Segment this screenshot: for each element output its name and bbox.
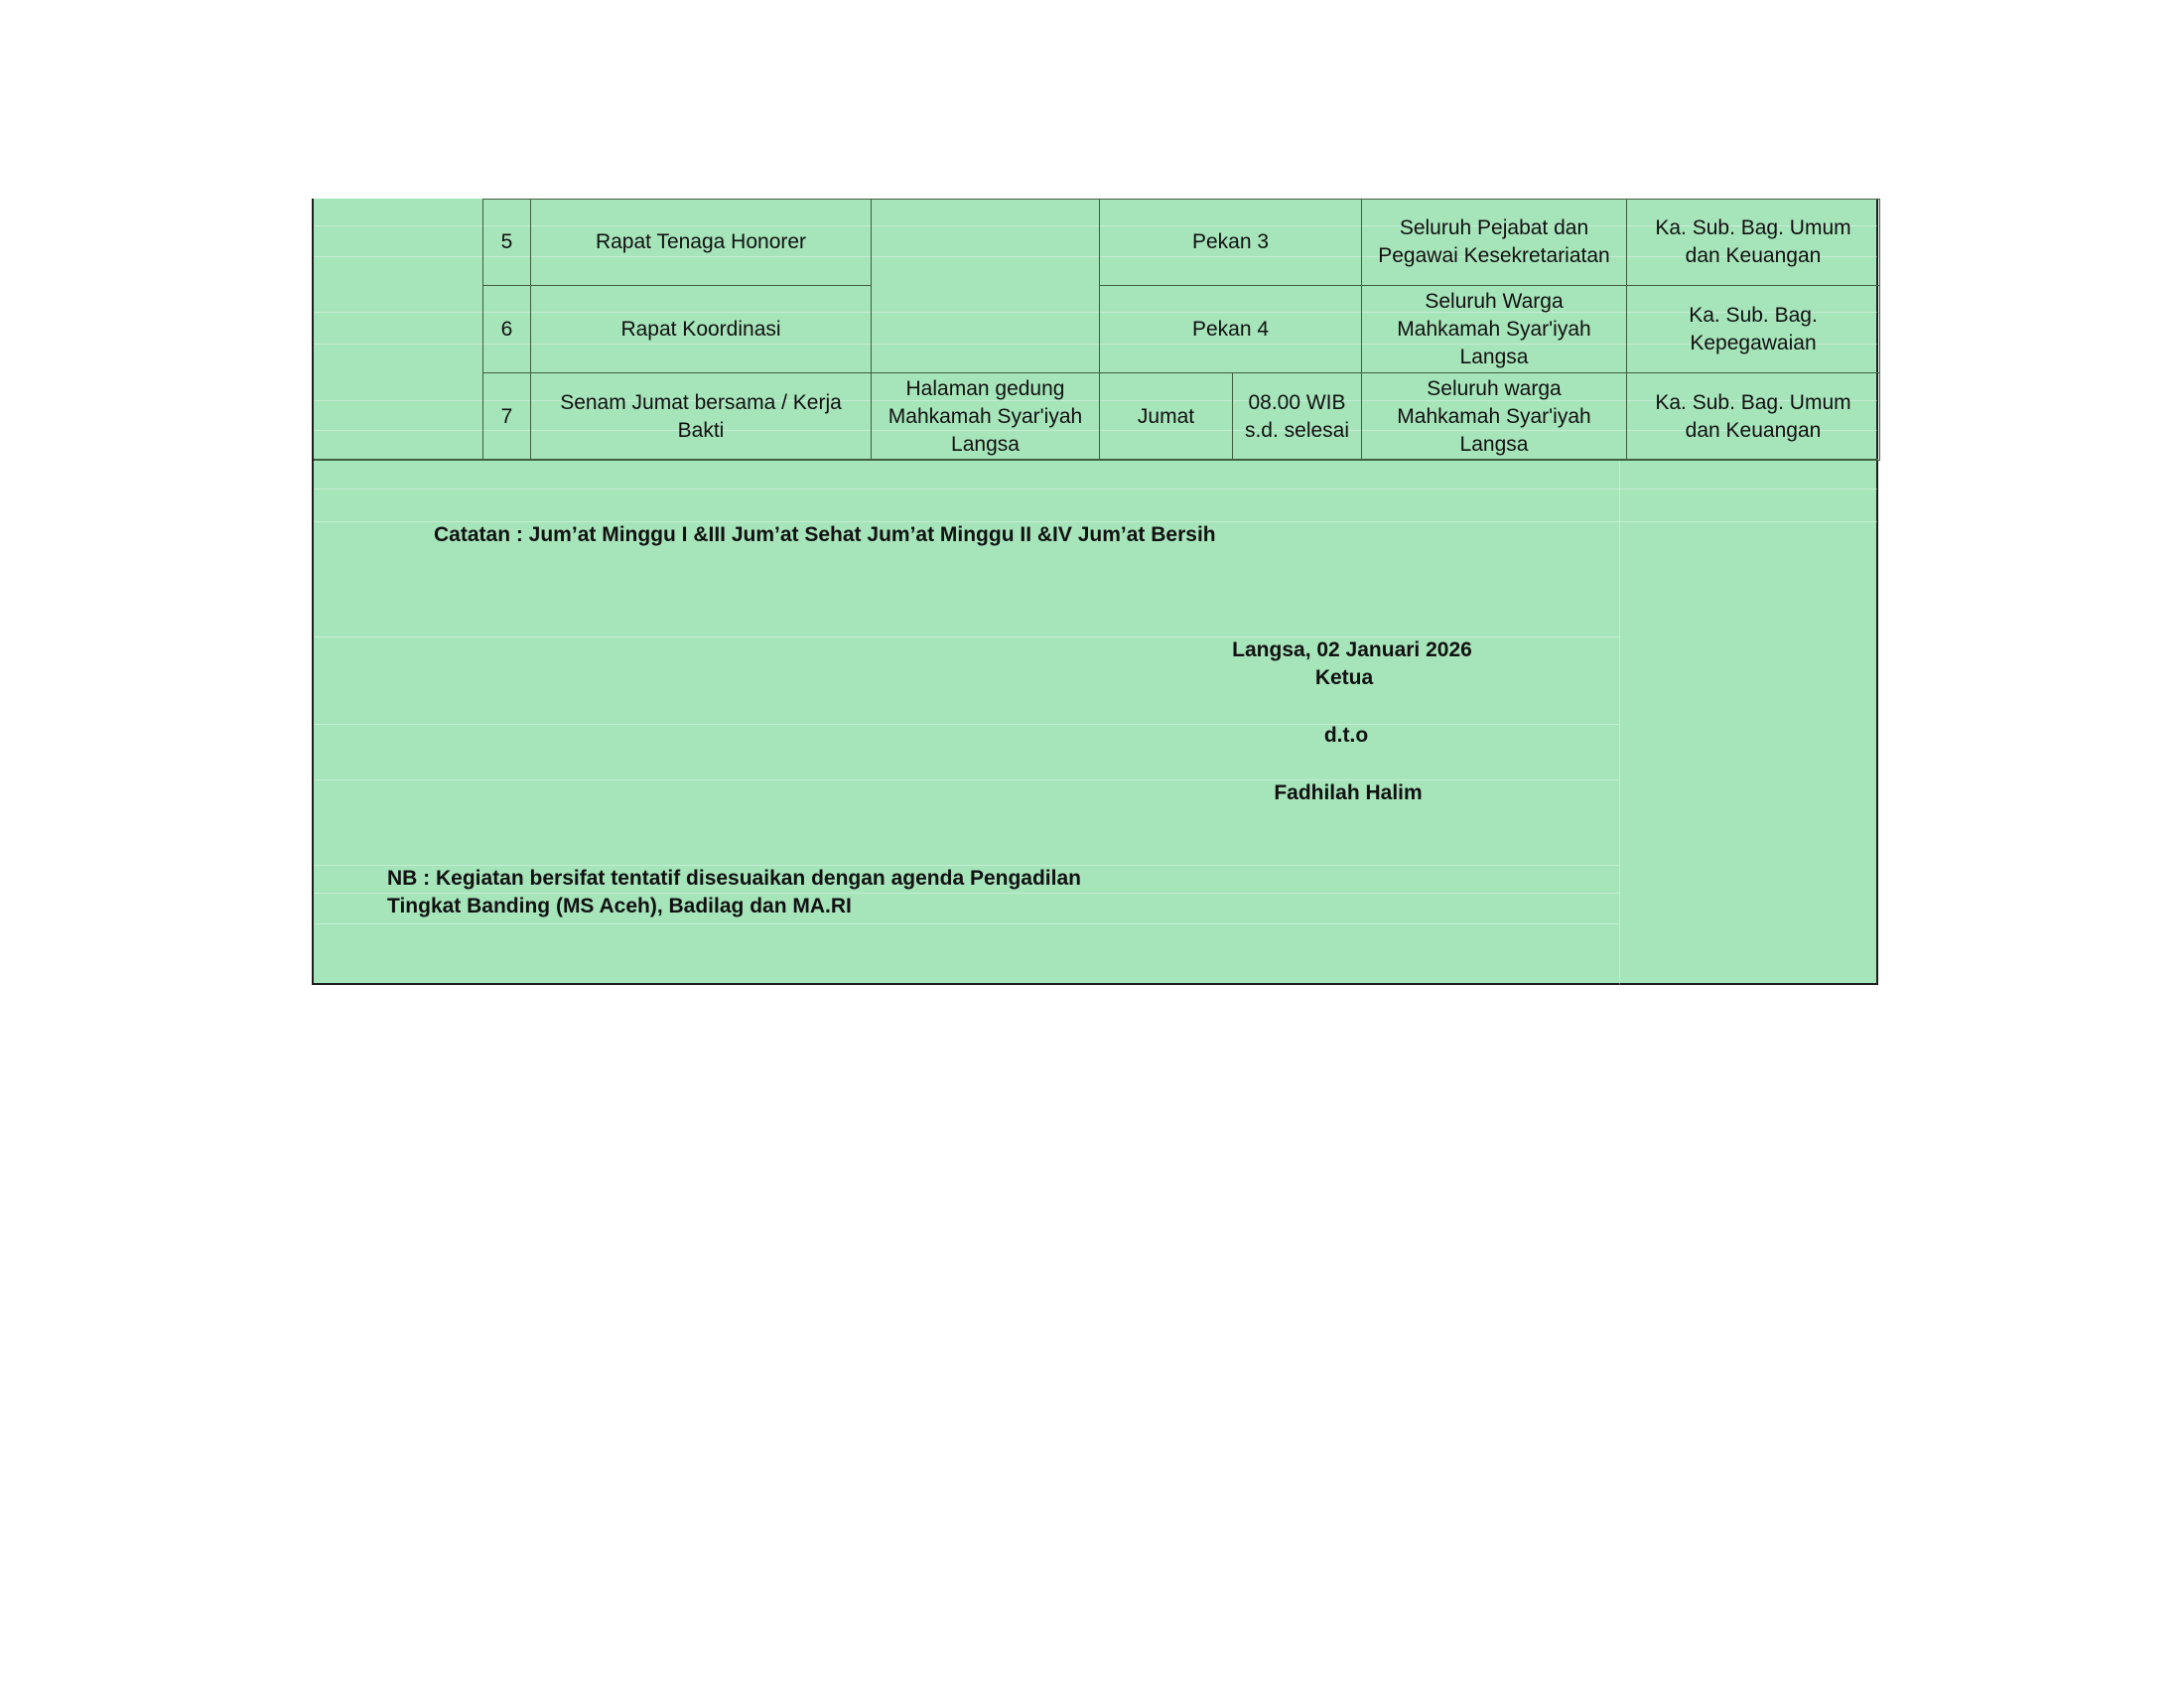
- cell-day: Pekan 4: [1099, 285, 1362, 373]
- nb-line-1: NB : Kegiatan bersifat tentatif disesuaikan dengan agenda Pengadilan: [387, 867, 1081, 890]
- cell-pic: Ka. Sub. Bag. Umum dan Keuangan: [1626, 372, 1880, 461]
- cell-activity: Rapat Koordinasi: [530, 285, 872, 373]
- cell-day: Pekan 3: [1099, 199, 1362, 286]
- cell-no: 6: [482, 285, 531, 373]
- nb-line-2: Tingkat Banding (MS Aceh), Badilag dan MA.RI: [387, 895, 852, 917]
- cell-pic: Ka. Sub. Bag. Umum dan Keuangan: [1626, 199, 1880, 286]
- cell-time: 08.00 WIB s.d. selesai: [1232, 372, 1362, 461]
- gridline: [314, 923, 1619, 924]
- cell-activity: Rapat Tenaga Honorer: [530, 199, 872, 286]
- cell-participants: Seluruh Pejabat dan Pegawai Kesekretariatan: [1361, 199, 1627, 286]
- signer-name: Fadhilah Halim: [1274, 781, 1423, 804]
- table-bottom-border: [314, 459, 1878, 461]
- catatan-note: Catatan : Jum’at Minggu I &III Jum’at Sehat Jum’at Minggu II &IV Jum’at Bersih: [434, 523, 1216, 546]
- cell-pic: Ka. Sub. Bag. Kepegawaian: [1626, 285, 1880, 373]
- cell-place-merged: [871, 199, 1100, 373]
- cell-participants: Seluruh Warga Mahkamah Syar'iyah Langsa: [1361, 285, 1627, 373]
- cell-day: Jumat: [1099, 372, 1233, 461]
- cell-participants: Seluruh warga Mahkamah Syar'iyah Langsa: [1361, 372, 1627, 461]
- cell-activity: Senam Jumat bersama / Kerja Bakti: [530, 372, 872, 461]
- cell-place: Halaman gedung Mahkamah Syar'iyah Langsa: [871, 372, 1100, 461]
- dto-mark: d.t.o: [1323, 724, 1369, 747]
- place-date: Langsa, 02 Januari 2026: [1232, 638, 1472, 661]
- schedule-sheet: [312, 199, 1878, 985]
- signer-position: Ketua: [1314, 666, 1374, 689]
- cell-no: 5: [482, 199, 531, 286]
- gridline: [1619, 459, 1620, 985]
- gridline: [314, 489, 1877, 490]
- cell-no: 7: [482, 372, 531, 461]
